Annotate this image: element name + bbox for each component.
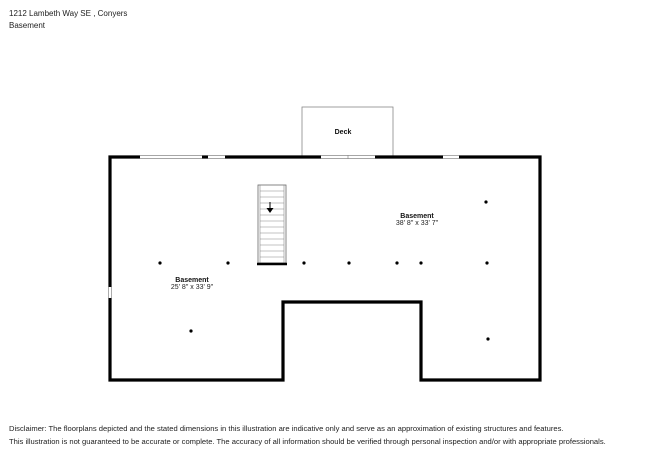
sliding-door (321, 155, 375, 159)
room-label-basement-east: Basement (400, 213, 434, 220)
disclaimer-line-2: This illustration is not guaranteed to be accurate or complete. The accuracy of all information should be verified through personal inspection and/or with appropriate professionals. (9, 437, 606, 446)
deck-label: Deck (334, 129, 352, 136)
disclaimer-line-1: Disclaimer: The floorplans depicted and the stated dimensions in this illustration are indicative only and serve as an approximation of existing structures and features. (9, 424, 564, 433)
room-dims-basement-west: 25' 8" x 33' 9" (170, 284, 214, 291)
floor-level-title: Basement (9, 21, 46, 30)
room-label-basement-west: Basement (175, 277, 209, 284)
staircase (257, 185, 287, 264)
window-3 (443, 155, 459, 159)
window-1 (140, 155, 202, 159)
exterior-wall (110, 157, 540, 380)
property-address: 1212 Lambeth Way SE , Conyers (9, 9, 128, 18)
room-dims-basement-east: 38' 8" x 33' 7" (395, 220, 439, 227)
window-4 (108, 287, 112, 298)
window-2 (208, 155, 225, 159)
